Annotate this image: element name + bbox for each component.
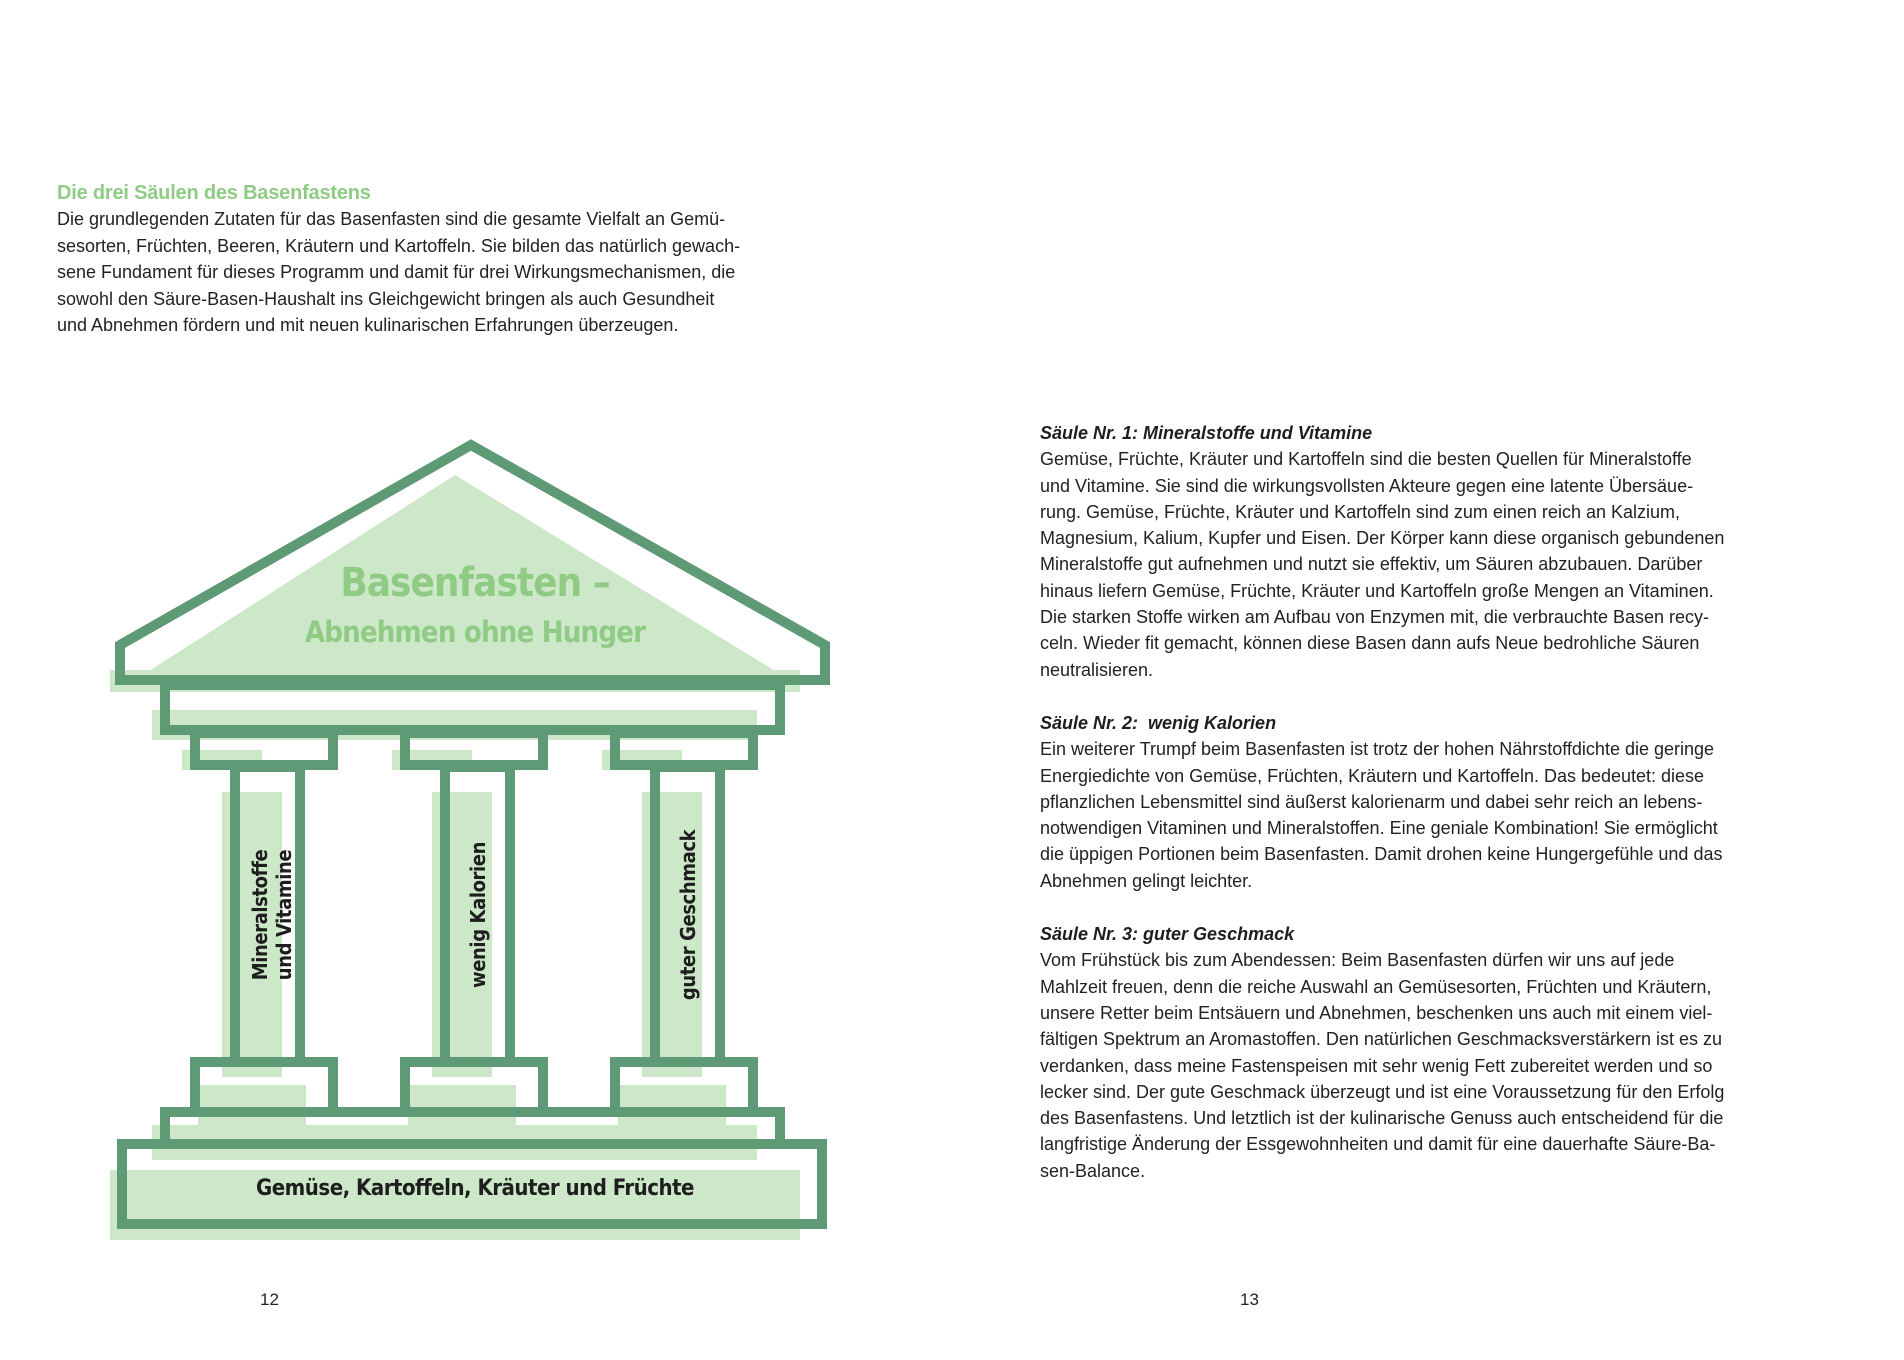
- body-line: Mahlzeit freuen, denn die reiche Auswahl an Gemüsesorten, Früchten und Kräutern,: [1040, 976, 1712, 997]
- body-line: Gemüse, Früchte, Kräuter und Kartoffeln sind die besten Quellen für Mineralstoffe: [1040, 449, 1692, 470]
- column-2-label: wenig Kalorien: [466, 841, 490, 989]
- temple-title: Basenfasten –: [340, 560, 610, 606]
- body-line: rung. Gemüse, Früchte, Kräuter und Kartoffeln sind zum einen reich an Kalzium,: [1040, 501, 1680, 522]
- section-title: Die drei Säulen des Basenfastens: [57, 182, 371, 204]
- body-line: die üppigen Portionen beim Basenfasten. Damit drohen keine Hungergefühle und das: [1040, 844, 1723, 865]
- column-3-label: guter Geschmack: [676, 829, 700, 1001]
- intro-paragraph: [57, 206, 787, 339]
- body-line: langfristige Änderung der Essgewohnheiten und damit für eine dauerhafte Säure-Ba-: [1040, 1134, 1716, 1155]
- body-line: Ein weiterer Trumpf beim Basenfasten ist trotz der hohen Nährstoffdichte die geringe: [1040, 739, 1715, 760]
- right-page: [952, 0, 1904, 1360]
- body-line: und Vitamine. Sie sind die wirkungsvollsten Akteure gegen eine latente Übersäue-: [1040, 475, 1694, 496]
- body-line: Vom Frühstück bis zum Abendessen: Beim Basenfasten dürfen wir uns auf jede: [1040, 950, 1675, 971]
- pillar-section-1: [1040, 420, 1775, 683]
- pillar-heading: Säule Nr. 2: wenig Kalorien: [1040, 712, 1277, 733]
- pillar-heading: Säule Nr. 1: Mineralstoffe und Vitamine: [1040, 423, 1373, 443]
- intro-line: sesorten, Früchten, Beeren, Kräutern und Kartoffeln. Sie bilden das natürlich gewach-: [57, 235, 741, 256]
- body-line: Mineralstoffe gut aufnehmen und nutzt sie effektiv, um Säuren abzubauen. Darüber: [1040, 554, 1703, 575]
- body-line: lecker sind. Der gute Geschmack überzeugt und ist eine Voraussetzung für den Erfolg: [1040, 1081, 1725, 1102]
- body-line: fältigen Spektrum an Aromastoffen. Den natürlichen Geschmacksverstärkern ist es zu: [1040, 1029, 1722, 1050]
- intro-block: [57, 180, 787, 339]
- body-line: Energiedichte von Gemüse, Früchten, Kräutern und Kartoffeln. Das bedeutet: diese: [1040, 765, 1705, 786]
- body-line: pflanzlichen Lebensmittel sind äußerst kalorienarm und dabei sehr reich an lebens-: [1040, 791, 1703, 812]
- capital-1-outline: [195, 733, 333, 765]
- pillar-section-3: [1040, 921, 1775, 1184]
- page-number-right: 13: [1240, 1290, 1259, 1309]
- column-1-label-line-1: Mineralstoffe: [248, 849, 272, 981]
- pillars-text: [1040, 420, 1775, 1211]
- intro-line: sene Fundament für dieses Programm und damit für drei Wirkungsmechanismen, die: [57, 262, 736, 283]
- column-1-label: [248, 850, 296, 981]
- body-line: sen-Balance.: [1040, 1160, 1146, 1181]
- body-line: hinaus liefern Gemüse, Früchte, Kräuter und Kartoffeln große Mengen an Vitaminen.: [1040, 580, 1714, 601]
- intro-line: Die grundlegenden Zutaten für das Basenfasten sind die gesamte Vielfalt an Gemü-: [57, 209, 726, 229]
- capital-3-outline: [615, 733, 753, 765]
- temple-base-label: Gemüse, Kartoffeln, Kräuter und Früchte: [256, 1176, 694, 1201]
- pillar-body: [1040, 736, 1775, 894]
- body-line: Magnesium, Kalium, Kupfer und Eisen. Der Körper kann diese organisch gebundenen: [1040, 528, 1725, 549]
- temple-subtitle: Abnehmen ohne Hunger: [304, 615, 646, 649]
- capital-2-outline: [405, 733, 543, 765]
- body-line: unsere Retter beim Entsäuern und Abnehmen, beschenken uns auch mit einem viel-: [1040, 1002, 1713, 1023]
- temple-graphic: [100, 430, 850, 1250]
- body-line: notwendigen Vitaminen und Mineralstoffen. Eine geniale Kombination! Sie ermöglicht: [1040, 818, 1718, 839]
- pillar-section-2: [1040, 710, 1775, 894]
- body-line: des Basenfastens. Und letztlich ist der kulinarische Genuss auch entscheidend für die: [1040, 1108, 1724, 1129]
- body-line: neutralisieren.: [1040, 659, 1154, 680]
- pillar-heading: Säule Nr. 3: guter Geschmack: [1040, 924, 1295, 945]
- pillar-body: [1040, 947, 1775, 1184]
- pillar-body: [1040, 446, 1775, 683]
- page-number-left: 12: [260, 1290, 279, 1309]
- intro-line: und Abnehmen fördern und mit neuen kulinarischen Erfahrungen überzeugen.: [57, 315, 679, 336]
- temple-diagram: [100, 430, 850, 1250]
- body-line: Abnehmen gelingt leichter.: [1040, 870, 1253, 891]
- body-line: celn. Wieder fit gemacht, können diese Basen dann aufs Neue bedrohliche Säuren: [1040, 633, 1700, 654]
- intro-line: sowohl den Säure-Basen-Haushalt ins Gleichgewicht bringen als auch Gesundheit: [57, 288, 715, 309]
- column-1-label-line-2: und Vitamine: [272, 849, 296, 981]
- body-line: verdanken, dass meine Fastenspeisen mit sehr wenig Fett zubereitet werden und so: [1040, 1055, 1713, 1076]
- body-line: Die starken Stoffe wirken am Aufbau von Enzymen mit, die verbrauchte Basen recy-: [1040, 607, 1709, 628]
